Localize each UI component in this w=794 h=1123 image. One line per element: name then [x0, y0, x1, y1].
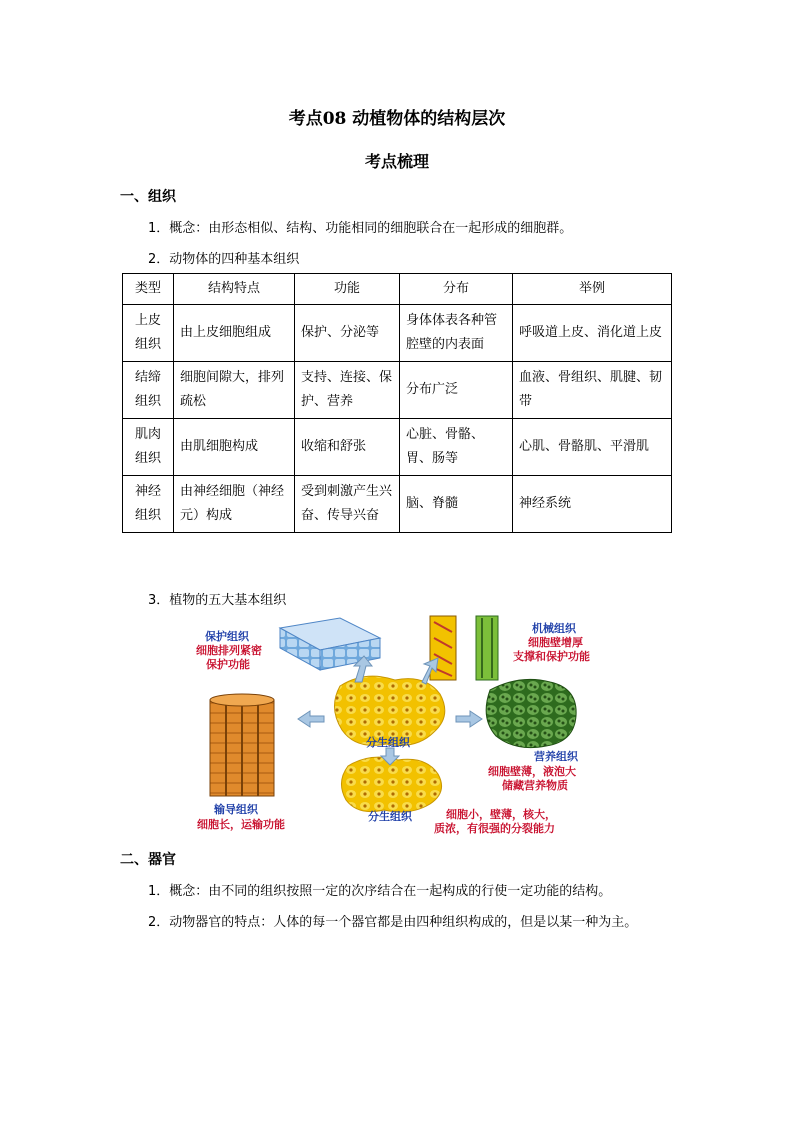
table-cell: 结缔组织: [123, 362, 174, 419]
meristem-top-label: 分生组织: [366, 736, 410, 749]
nutrient-tissue-label: 营养组织: [534, 750, 578, 763]
table-cell: 肌肉组织: [123, 419, 174, 476]
page-title: 考点08 动植物体的结构层次: [288, 109, 506, 129]
table-row: [123, 476, 672, 533]
table-row: [123, 305, 672, 362]
table-cell: 支持、连接、保护、营养: [295, 362, 400, 419]
table-cell: 受到刺激产生兴奋、传导兴奋: [295, 476, 400, 533]
table-cell: 收缩和舒张: [295, 419, 400, 476]
table-cell: 血液、骨组织、肌腱、韧带: [513, 362, 672, 419]
mechanical-tissue-label: 机械组织: [532, 622, 576, 635]
table-header: 举例: [513, 274, 672, 305]
conductive-tissue-label: 输导组织: [214, 803, 258, 816]
meristem-bottom-label: 分生组织: [368, 810, 412, 823]
meristem-bottom-desc2: 质浓，有很强的分裂能力: [434, 822, 555, 835]
table-cell: 心脏、骨骼、胃、肠等: [400, 419, 513, 476]
table-cell: 由上皮细胞组成: [174, 305, 295, 362]
animal-tissue-table: [122, 273, 672, 533]
section-heading-organ: 二、器官: [120, 852, 176, 868]
protective-tissue-desc1: 细胞排列紧密: [196, 644, 262, 657]
table-cell: 神经组织: [123, 476, 174, 533]
table-cell: 神经系统: [513, 476, 672, 533]
table-cell: 由神经细胞（神经元）构成: [174, 476, 295, 533]
table-header: 分布: [400, 274, 513, 305]
mechanical-tissue-image: [430, 616, 498, 680]
table-cell: 保护、分泌等: [295, 305, 400, 362]
page-subtitle: 考点梳理: [364, 152, 429, 171]
table-cell: 身体体表各种管腔壁的内表面: [400, 305, 513, 362]
table-cell: 呼吸道上皮、消化道上皮: [513, 305, 672, 362]
nutrient-tissue-desc1: 细胞壁薄，液泡大: [488, 765, 576, 778]
table-row: [123, 419, 672, 476]
table-cell: 分布广泛: [400, 362, 513, 419]
table-header-row: [123, 274, 672, 305]
animal-tissue-intro: 2．动物体的四种基本组织: [148, 252, 300, 267]
protective-tissue-label: 保护组织: [205, 630, 249, 643]
table-header: 类型: [123, 274, 174, 305]
table-cell: 上皮组织: [123, 305, 174, 362]
arrow-to-conductive-icon: [298, 711, 324, 727]
plant-tissue-intro: 3．植物的五大基本组织: [148, 593, 287, 608]
mechanical-tissue-desc1: 细胞壁增厚: [528, 636, 583, 649]
table-cell: 由肌细胞构成: [174, 419, 295, 476]
table-row: [123, 362, 672, 419]
nutrient-tissue-image: [486, 679, 576, 747]
table-header: 结构特点: [174, 274, 295, 305]
tissue-concept: 1．概念：由形态相似、结构、功能相同的细胞联合在一起形成的细胞群。: [148, 221, 573, 236]
section-heading-tissue: 一、组织: [120, 189, 176, 205]
meristem-tissue-bottom-image: [341, 757, 441, 812]
nutrient-tissue-desc2: 储藏营养物质: [502, 779, 568, 792]
table-cell: 细胞间隙大，排列疏松: [174, 362, 295, 419]
conductive-tissue-image: [210, 694, 274, 796]
organ-concept: 1．概念：由不同的组织按照一定的次序结合在一起构成的行使一定功能的结构。: [148, 884, 612, 899]
meristem-bottom-desc1: 细胞小，壁薄，核大，: [446, 808, 556, 821]
protective-tissue-desc2: 保护功能: [206, 658, 250, 671]
arrow-to-nutrient-icon: [456, 711, 482, 727]
table-cell: 脑、脊髓: [400, 476, 513, 533]
conductive-tissue-desc1: 细胞长，运输功能: [197, 818, 285, 831]
table-header: 功能: [295, 274, 400, 305]
animal-organ-feature: 2．动物器官的特点：人体的每一个器官都是由四种组织构成的，但是以某一种为主。: [148, 915, 638, 930]
table-cell: 心肌、骨骼肌、平滑肌: [513, 419, 672, 476]
mechanical-tissue-desc2: 支撑和保护功能: [513, 650, 590, 663]
